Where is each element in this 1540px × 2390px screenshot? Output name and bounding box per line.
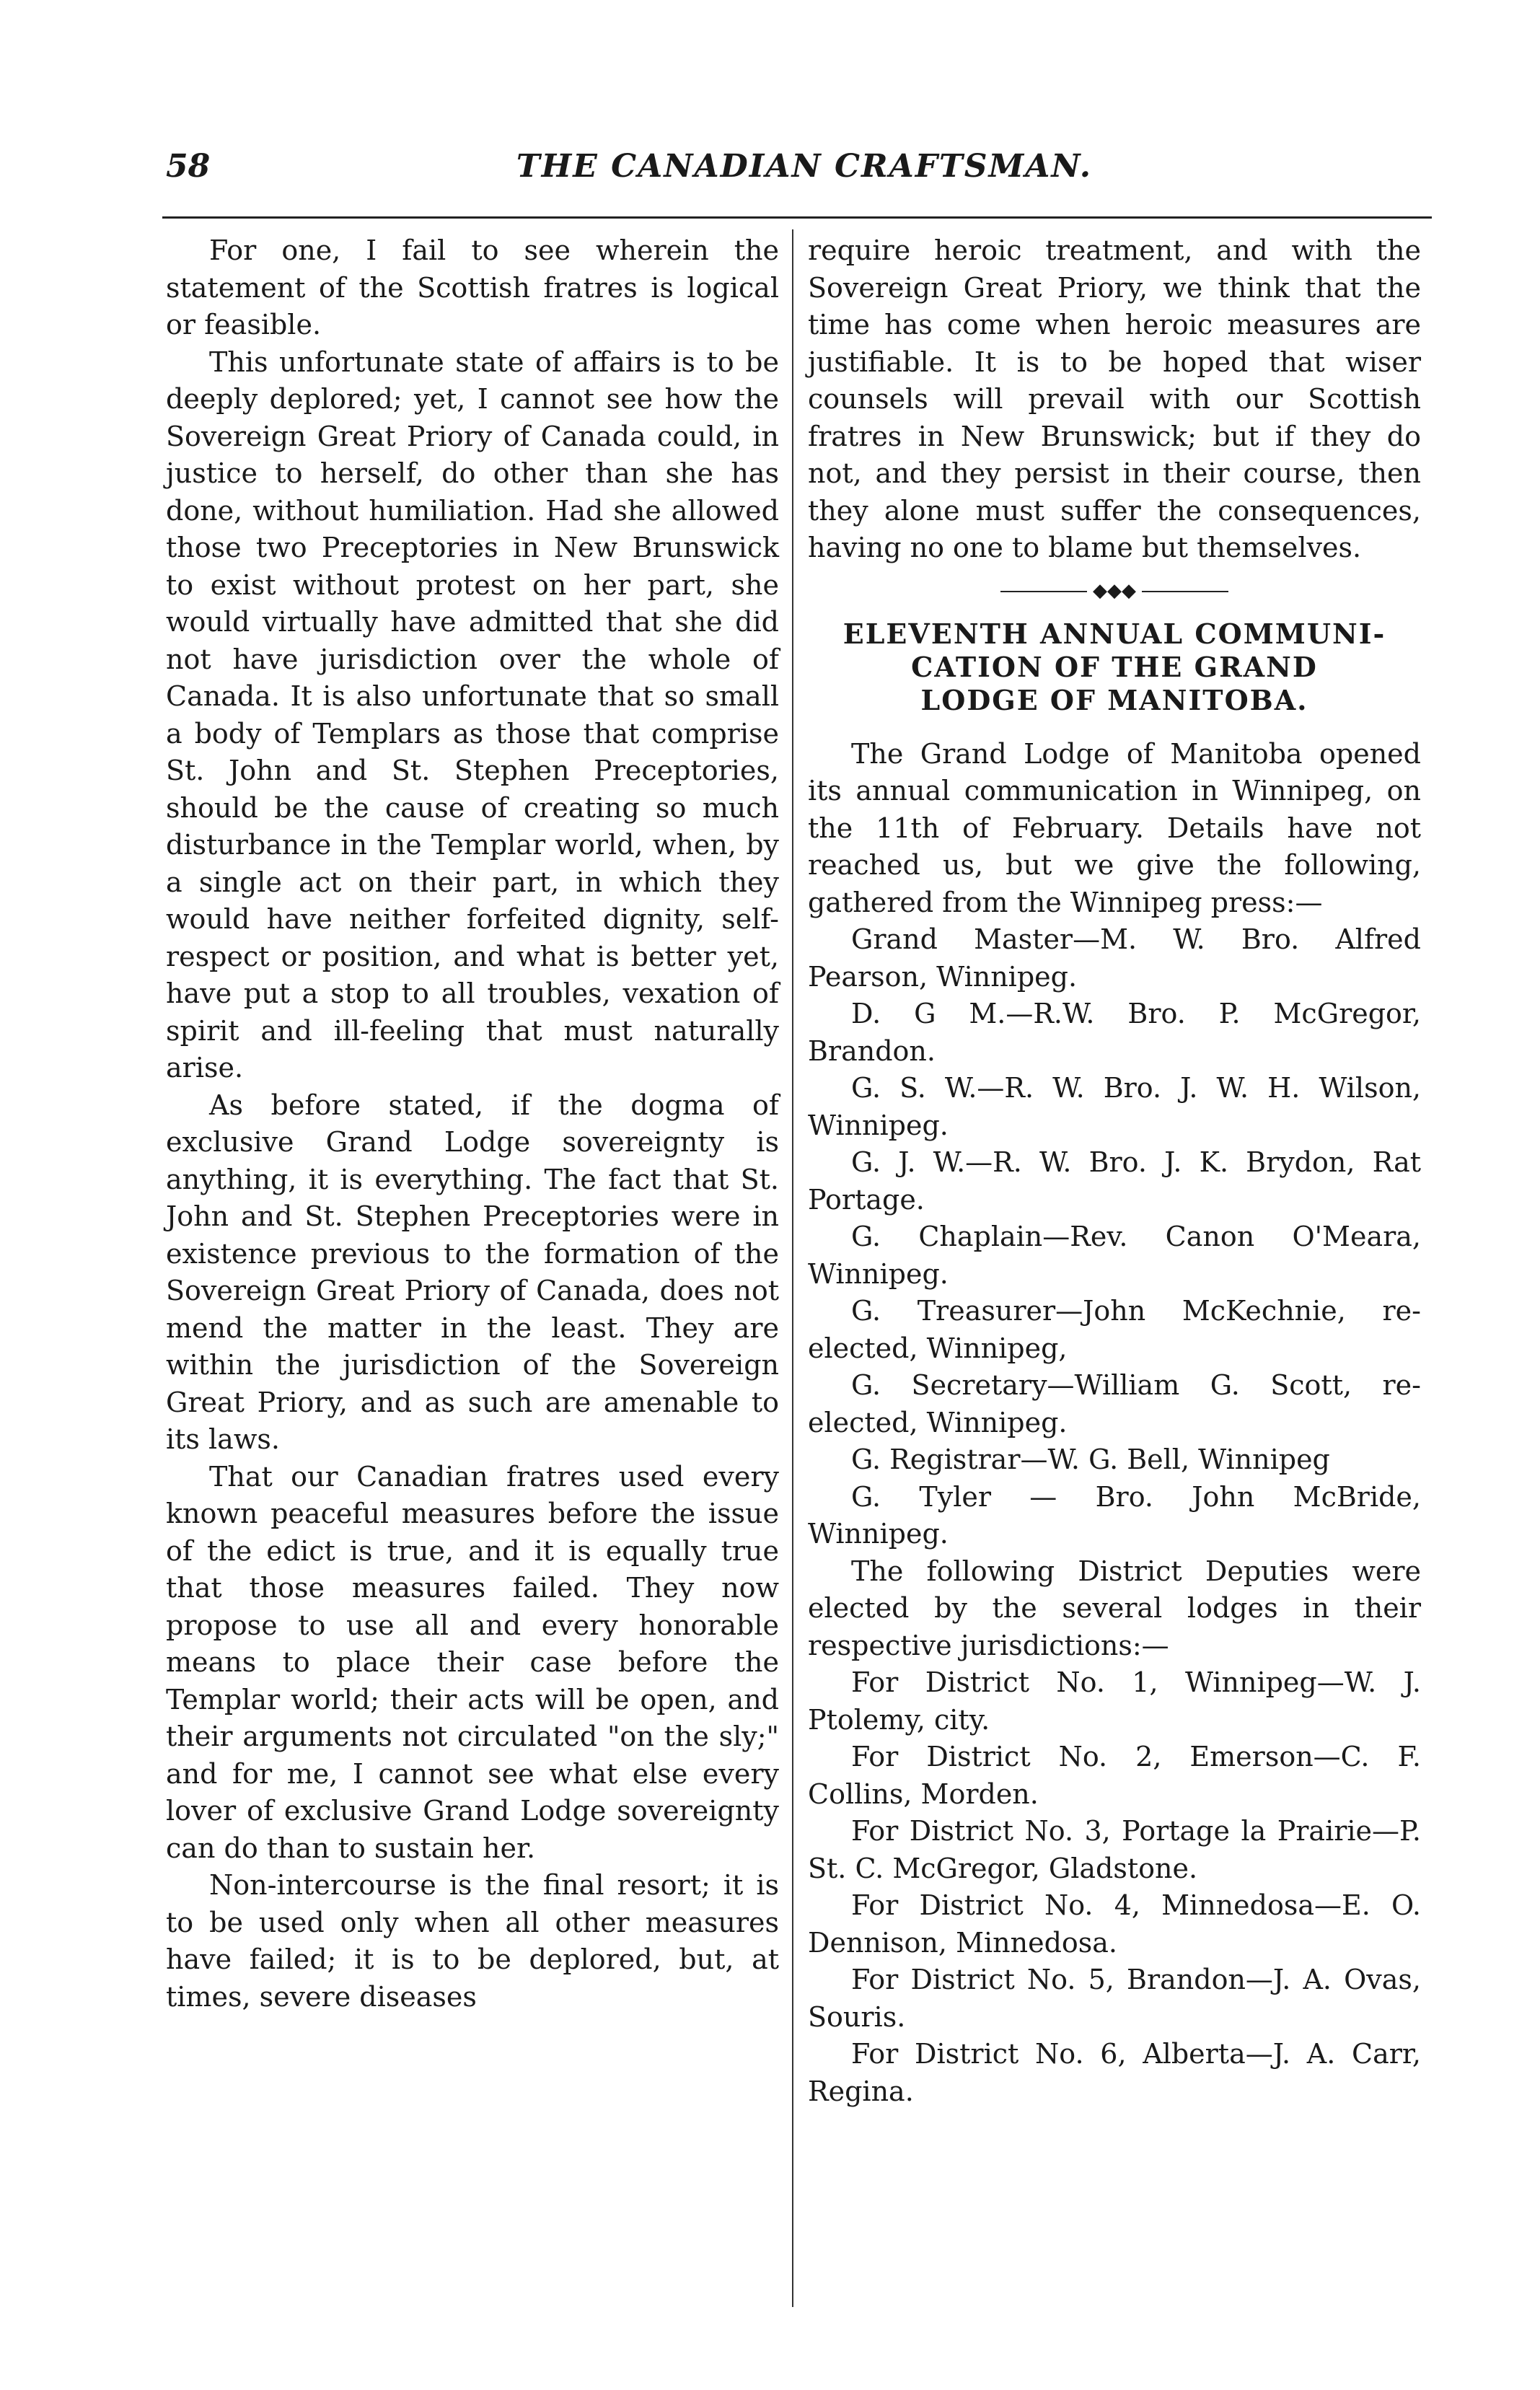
officer-entry: G. S. W.—R. W. Bro. J. W. H. Wilson, Winnipeg. — [808, 1072, 1421, 1141]
heading-line: CATION OF THE GRAND — [911, 650, 1318, 683]
deputy-entry: For District No. 3, Portage la Prairie—P. St. C. McGregor, Gladstone. — [808, 1815, 1421, 1884]
page-number: 58 — [166, 148, 211, 185]
section-separator — [808, 580, 1421, 602]
right-column — [808, 232, 1421, 2110]
header-rule — [162, 216, 1432, 219]
paragraph: The Grand Lodge of Manitoba opened its annual communication in Winnipeg, on the 11th of February. Details have not reached us, but we give the following, gathered from the Winnipeg press:— — [808, 737, 1421, 918]
officer-entry: G. J. W.—R. W. Bro. J. K. Brydon, Rat Portage. — [808, 1146, 1421, 1216]
deputy-entry: For District No. 1, Winnipeg—W. J. Ptolemy, city. — [808, 1666, 1421, 1736]
separator-rule — [1000, 591, 1087, 592]
paragraph: This unfortunate state of affairs is to be deeply deplored; yet, I cannot see how the Sovereign Great Priory of Canada could, in justice to herself, do other than she has done, without humiliation. Had she allowed those two Preceptories in New Brunswick to exist without protest on her part, she would virtually have admitted that she did not have jurisdiction over the whole of Canada. It is also unfortunate that so small a body of Templars as those that comprise St. John and St. Stephen Preceptories, should be the cause of creating so much disturbance in the Templar world, when, by a single act on their part, in which they would have neither forfeited dignity, self-respect or position, and what is better yet, have put a stop to all troubles, vexation of spirit and ill-feeling that must naturally arise. — [166, 346, 779, 1084]
left-column — [166, 232, 779, 2016]
paragraph: For one, I fail to see wherein the statement of the Scottish fratres is logical or feasible. — [166, 234, 779, 341]
page-header — [159, 148, 1450, 198]
paragraph: The following District Deputies were elected by the several lodges in their respective jurisdictions:— — [808, 1555, 1421, 1661]
paragraph: As before stated, if the dogma of exclusive Grand Lodge sovereignty is anything, it is everything. The fact that St. John and St. Stephen Preceptories were in existence previous to the formation of the Sovereign Great Priory of Canada, does not mend the matter in the least. They are within the jurisdiction of the Sovereign Great Priory, and as such are amenable to its laws. — [166, 1089, 779, 1455]
running-title: THE CANADIAN CRAFTSMAN. — [516, 148, 1093, 185]
officer-entry: D. G M.—R.W. Bro. P. McGregor, Brandon. — [808, 998, 1421, 1067]
deputy-entry: For District No. 6, Alberta—J. A. Carr, Regina. — [808, 2038, 1421, 2107]
paragraph: Non-intercourse is the final resort; it is to be used only when all other measures have failed; it is to be deplored, but, at times, severe diseases — [166, 1869, 779, 2013]
column-divider — [792, 229, 793, 2307]
officer-entry: G. Registrar—W. G. Bell, Winnipeg — [851, 1444, 1330, 1475]
separator-ornament: ◆◆◆ — [1093, 579, 1136, 602]
officer-entry: G. Secretary—William G. Scott, re-elected, Winnipeg. — [808, 1369, 1421, 1438]
deputy-entry: For District No. 5, Brandon—J. A. Ovas, Souris. — [808, 1964, 1421, 2033]
deputy-entry: For District No. 2, Emerson—C. F. Collins, Morden. — [808, 1741, 1421, 1810]
paragraph: That our Canadian fratres used every known peaceful measures before the issue of the edict is true, and it is equally true that those measures failed. They now propose to use all and every honorable means to place their case before the Templar world; their acts will be open, and their arguments not circulated "on the sly;" and for me, I cannot see what else every lover of exclusive Grand Lodge sovereignty can do than to sustain her. — [166, 1460, 779, 1864]
officer-entry: G. Chaplain—Rev. Canon O'Meara, Winnipeg. — [808, 1221, 1421, 1290]
deputy-entry: For District No. 4, Minnedosa—E. O. Dennison, Minnedosa. — [808, 1889, 1421, 1959]
officer-entry: Grand Master—M. W. Bro. Alfred Pearson, Winnipeg. — [808, 923, 1421, 993]
section-heading — [808, 618, 1421, 717]
separator-rule — [1142, 591, 1228, 592]
officer-entry: G. Treasurer—John McKechnie, re-elected, Winnipeg, — [808, 1295, 1421, 1364]
heading-line: ELEVENTH ANNUAL COMMUNI- — [842, 617, 1386, 650]
paragraph: require heroic treatment, and with the Sovereign Great Priory, we think that the time has come when heroic measures are justifiable. It is to be hoped that wiser counsels will prevail with our Scottish fratres in New Brunswick; but if they do not, and they persist in their course, then they alone must suffer the consequences, having no one to blame but themselves. — [808, 234, 1421, 563]
heading-line: LODGE OF MANITOBA. — [920, 683, 1308, 716]
officer-entry: G. Tyler — Bro. John McBride, Winnipeg. — [808, 1480, 1421, 1550]
